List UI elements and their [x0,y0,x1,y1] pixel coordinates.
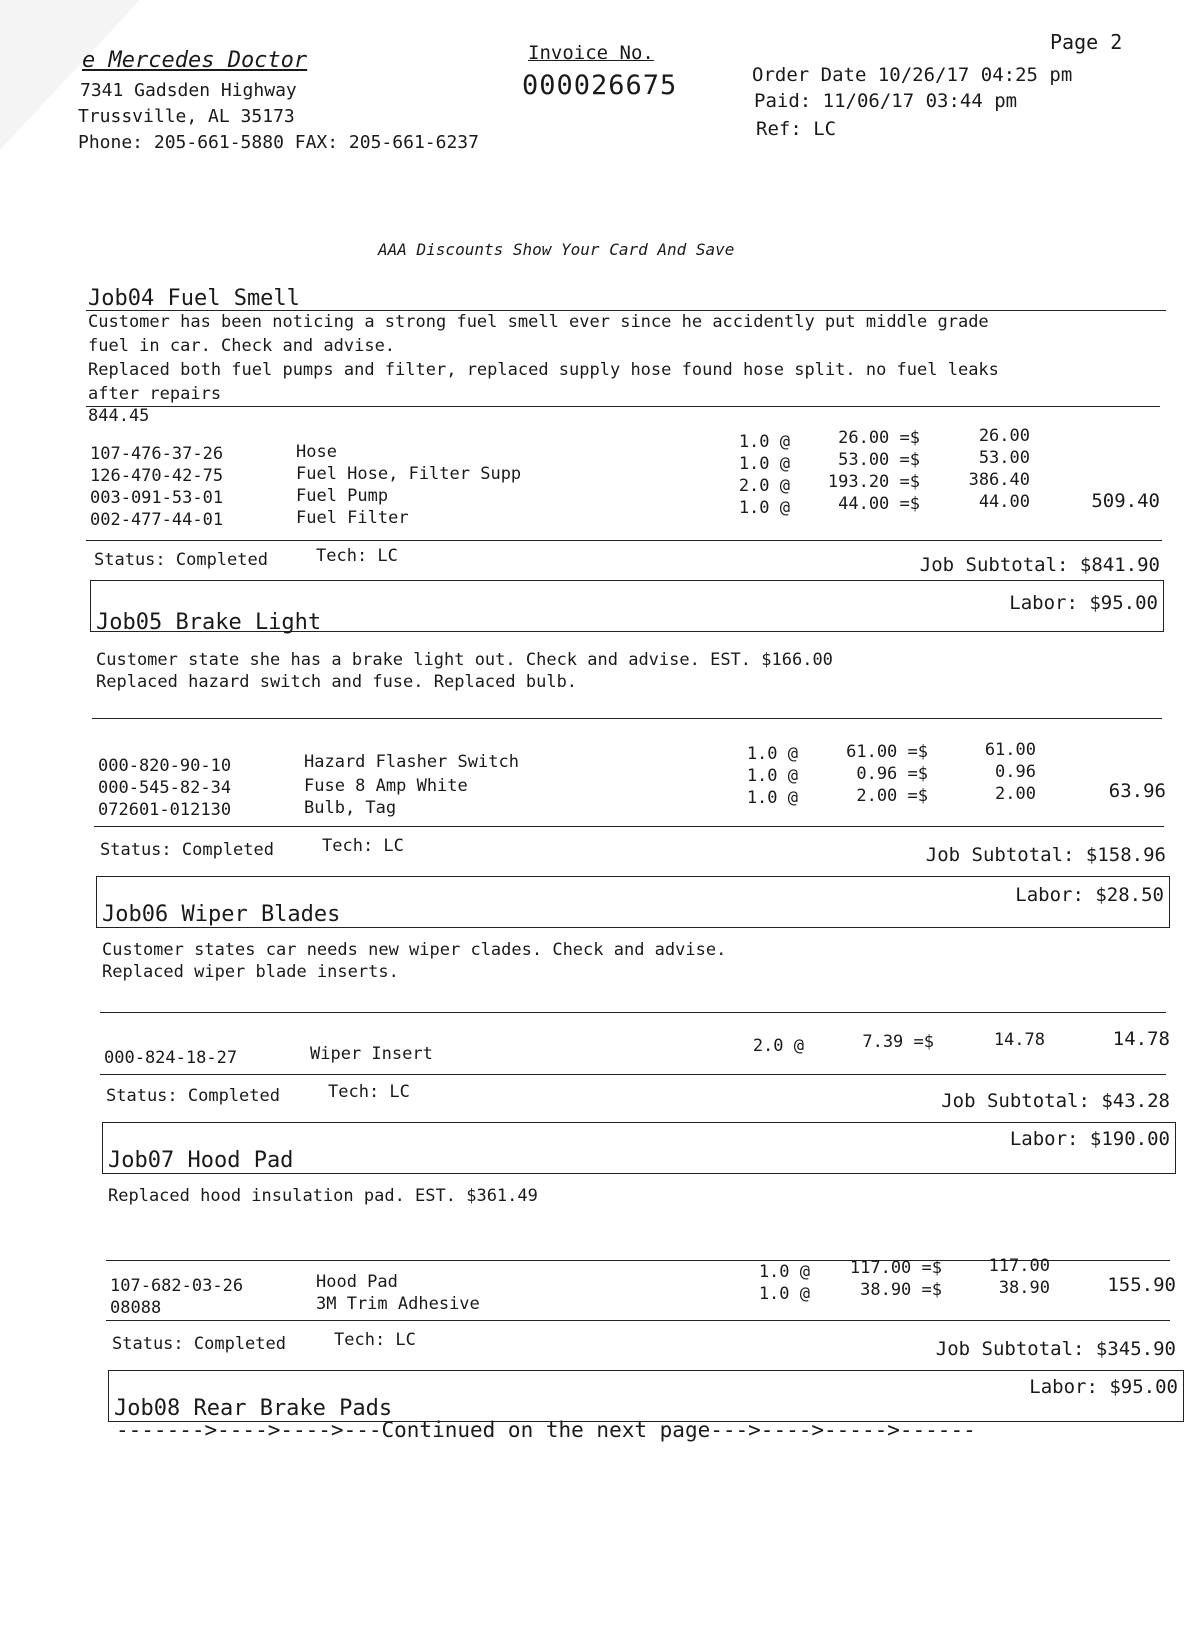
job06-labor: Labor: $190.00 [1009,1128,1170,1150]
part-price: 26.00 =$ [838,428,920,448]
part-price: 0.96 =$ [856,764,928,784]
job04-desc-line: 844.45 [88,406,150,426]
job07-title: Job07 Hood Pad [108,1148,294,1173]
invoice-number: 000026675 [522,70,678,101]
job06-title: Job06 Wiper Blades [102,902,341,927]
part-number: 002-477-44-01 [90,510,224,530]
part-qty: 1.0 @ [746,766,798,786]
job04-status: Status: Completed [94,550,268,570]
page-number: Page 2 [1050,30,1123,54]
job05-subtotal: Job Subtotal: $158.96 [925,844,1166,866]
part-number: 107-476-37-26 [90,444,224,464]
part-price: 2.00 =$ [856,786,928,806]
part-extended: 26.00 [978,426,1030,446]
shop-name: e Mercedes Doctor [82,48,308,73]
tagline: AAA Discounts Show Your Card And Save [378,240,735,259]
part-desc: Bulb, Tag [304,798,397,818]
part-extended: 14.78 [993,1030,1045,1050]
job06-parts-total: 14.78 [1112,1028,1170,1050]
part-desc: Hood Pad [316,1272,398,1292]
shop-phone: Phone: 205-661-5880 FAX: 205-661-6237 [78,132,479,153]
part-desc: Wiper Insert [310,1044,433,1064]
part-desc: Hose [296,442,337,462]
shop-city: Trussville, AL 35173 [78,106,295,127]
job06-desc-line: Customer states car needs new wiper clades. Check and advise. [102,940,727,960]
part-qty: 1.0 @ [738,432,790,452]
job08-title: Job08 Rear Brake Pads [114,1396,393,1421]
part-desc: Fuel Filter [296,508,409,528]
continued-notice: ------->---->---->---Continued on the next page--->---->----->------ [116,1418,976,1442]
shop-address: 7341 Gadsden Highway [80,80,297,101]
job06-desc-line: Replaced wiper blade inserts. [102,962,399,982]
part-desc: Fuse 8 Amp White [304,776,468,796]
job04-title-rule [86,310,1166,311]
job04-parts-total: 509.40 [1091,490,1160,512]
part-number: 000-824-18-27 [104,1048,238,1068]
job04-title: Job04 Fuel Smell [88,286,300,311]
part-qty: 1.0 @ [738,498,790,518]
part-number: 000-820-90-10 [98,756,232,776]
part-price: 7.39 =$ [862,1032,934,1052]
part-price: 53.00 =$ [838,450,920,470]
part-desc: Hazard Flasher Switch [304,752,519,772]
part-qty: 1.0 @ [758,1284,810,1304]
job05-parts-total: 63.96 [1108,780,1166,802]
job07-tech: Tech: LC [334,1330,416,1350]
job04-parts-rule [86,406,1160,407]
part-desc: 3M Trim Adhesive [316,1294,480,1314]
job05-title: Job05 Brake Light [96,610,322,635]
part-extended: 386.40 [968,470,1030,490]
job07-status-rule [106,1320,1170,1321]
job04-desc-line: fuel in car. Check and advise. [88,336,396,356]
job07-status: Status: Completed [112,1334,286,1354]
part-qty: 1.0 @ [738,454,790,474]
reference: Ref: LC [756,118,837,140]
part-price: 38.90 =$ [860,1280,942,1300]
job05-status-rule [94,826,1164,827]
job04-desc-line: Replaced both fuel pumps and filter, replaced supply hose found hose split. no fuel leaks [88,360,999,380]
part-number: 072601-012130 [98,800,232,820]
part-extended: 0.96 [995,762,1036,782]
job04-desc-line: after repairs [88,384,222,404]
part-number: 126-470-42-75 [90,466,224,486]
job05-labor: Labor: $28.50 [1015,884,1164,906]
job06-parts-rule [100,1012,1166,1013]
job07-desc-line: Replaced hood insulation pad. EST. $361.49 [108,1186,538,1206]
part-extended: 44.00 [978,492,1030,512]
job07-subtotal: Job Subtotal: $345.90 [935,1338,1176,1360]
job06-tech: Tech: LC [328,1082,410,1102]
part-price: 44.00 =$ [838,494,920,514]
job04-tech: Tech: LC [316,546,398,566]
job05-parts-rule [92,718,1162,719]
part-qty: 2.0 @ [752,1036,804,1056]
part-extended: 38.90 [998,1278,1050,1298]
part-extended: 117.00 [988,1256,1050,1276]
part-number: 003-091-53-01 [90,488,224,508]
order-date: Order Date 10/26/17 04:25 pm [752,64,1073,86]
job04-subtotal: Job Subtotal: $841.90 [919,554,1160,576]
job05-desc-line: Replaced hazard switch and fuse. Replaced bulb. [96,672,578,692]
part-qty: 1.0 @ [746,744,798,764]
part-qty: 1.0 @ [758,1262,810,1282]
part-qty: 1.0 @ [746,788,798,808]
job05-tech: Tech: LC [322,836,404,856]
job06-status-rule [100,1074,1166,1075]
part-desc: Fuel Pump [296,486,389,506]
part-extended: 61.00 [984,740,1036,760]
job05-status: Status: Completed [100,840,274,860]
part-price: 193.20 =$ [827,472,920,492]
part-number: 08088 [110,1298,162,1318]
part-qty: 2.0 @ [738,476,790,496]
job04-labor: Labor: $95.00 [1009,592,1158,614]
job07-parts-total: 155.90 [1107,1274,1176,1296]
job06-subtotal: Job Subtotal: $43.28 [941,1090,1170,1112]
part-price: 61.00 =$ [846,742,928,762]
part-number: 107-682-03-26 [110,1276,244,1296]
folded-corner [0,0,140,150]
job05-desc-line: Customer state she has a brake light out. Check and advise. EST. $166.00 [96,650,833,670]
job04-desc-line: Customer has been noticing a strong fuel smell ever since he accidently put middle grade [88,312,989,332]
job06-status: Status: Completed [106,1086,280,1106]
part-desc: Fuel Hose, Filter Supp [296,464,522,484]
part-extended: 53.00 [978,448,1030,468]
paid-date: Paid: 11/06/17 03:44 pm [754,90,1018,112]
part-price: 117.00 =$ [849,1258,942,1278]
invoice-label: Invoice No. [528,42,654,64]
job07-labor: Labor: $95.00 [1029,1376,1178,1398]
job04-status-rule [86,540,1162,541]
part-number: 000-545-82-34 [98,778,232,798]
part-extended: 2.00 [995,784,1036,804]
